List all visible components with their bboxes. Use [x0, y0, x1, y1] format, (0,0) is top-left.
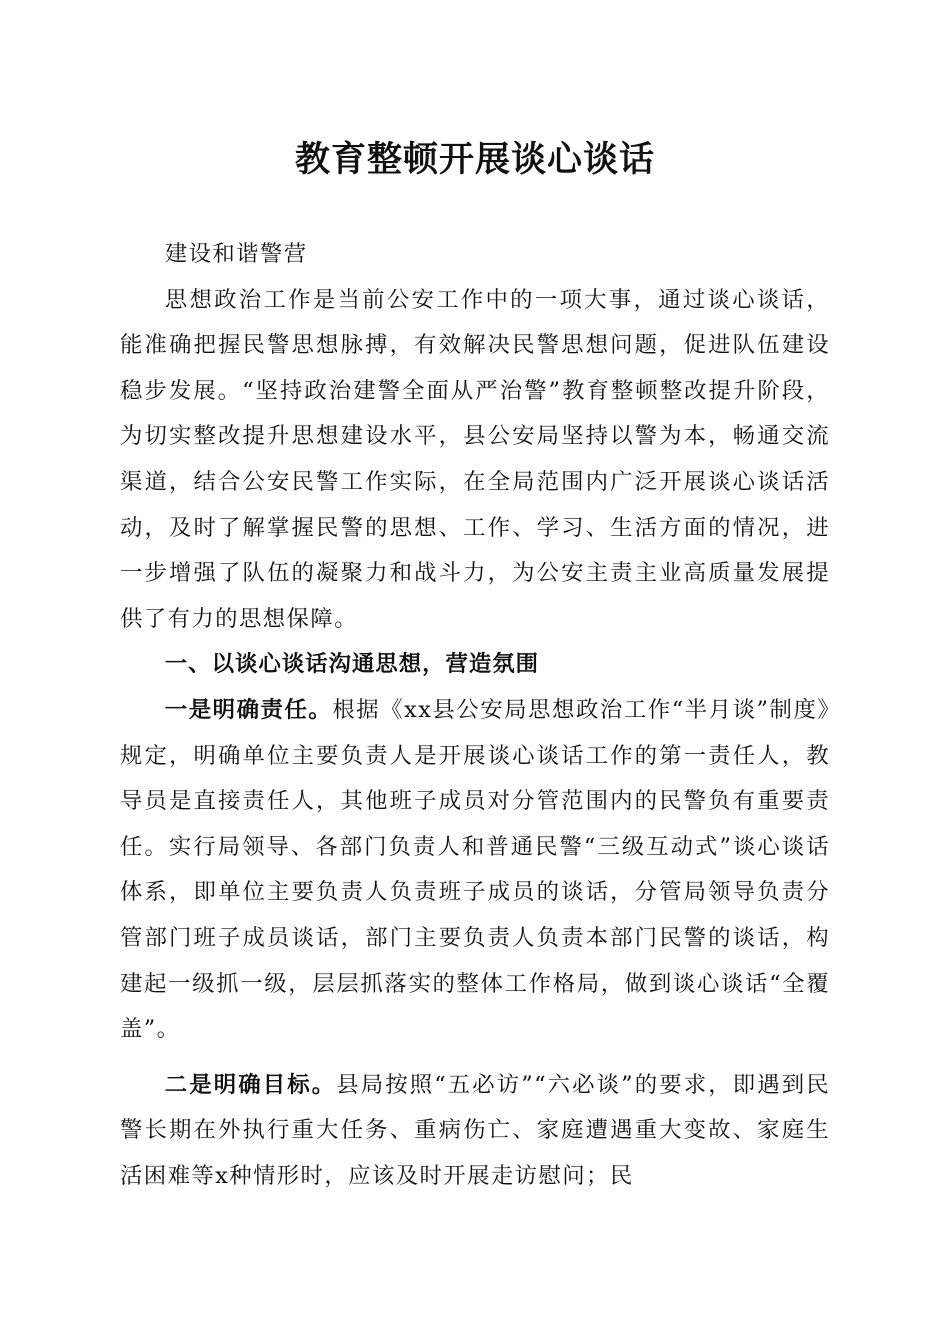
document-title: 教育整顿开展谈心谈话	[294, 139, 655, 180]
paragraph-lead: 二是明确目标。	[164, 1071, 337, 1098]
document-body	[120, 232, 830, 1199]
paragraph-lead: 一是明确责任。	[164, 696, 333, 723]
paragraph-text: 县局按照“五必访”“六必谈”的要求，即遇到民警长期在外执行重大任务、重病伤亡、家庭遭遇重大变故、家庭生活困难等x种情形时，应该及时开展走访慰问；民	[120, 1071, 830, 1189]
paragraph-goal	[120, 1063, 830, 1200]
section-heading-1: 一、以谈心谈话沟通思想，营造氛围	[164, 651, 540, 678]
intro-paragraph: 思想政治工作是当前公安工作中的一项大事，通过谈心谈话，能准确把握民警思想脉搏，有效解决民警思想问题，促进队伍建设稳步发展。“坚持政治建警全面从严治警”教育整顿整改提升阶段，为切实整改提升思想建设水平，县公安局坚持以警为本，畅通交流渠道，结合公安民警工作实际，在全局范围内广泛开展谈心谈话活动，及时了解掌握民警的思想、工作、学习、生活方面的情况，进一步增强了队伍的凝聚力和战斗力，为公安主责主业高质量发展提供了有力的思想保障。	[120, 286, 830, 632]
paragraph-responsibility	[120, 688, 830, 1053]
paragraph-gap	[120, 1053, 830, 1063]
author-line: 建设和谐警营	[164, 241, 308, 267]
paragraph-text: 根据《xx县公安局思想政治工作“半月谈”制度》规定，明确单位主要负责人是开展谈心谈话工作的第一责任人，教导员是直接责任人，其他班子成员对分管范围内的民警负有重要责任。实行局领导、各部门负责人和普通民警“三级互动式”谈心谈话体系，即单位主要负责人负责班子成员的谈话，分管局领导负责分管部门班子成员谈话，部门主要负责人负责本部门民警的谈话，构建起一级抓一级，层层抓落实的整体工作格局，做到谈心谈话“全覆盖”。	[120, 696, 830, 1043]
